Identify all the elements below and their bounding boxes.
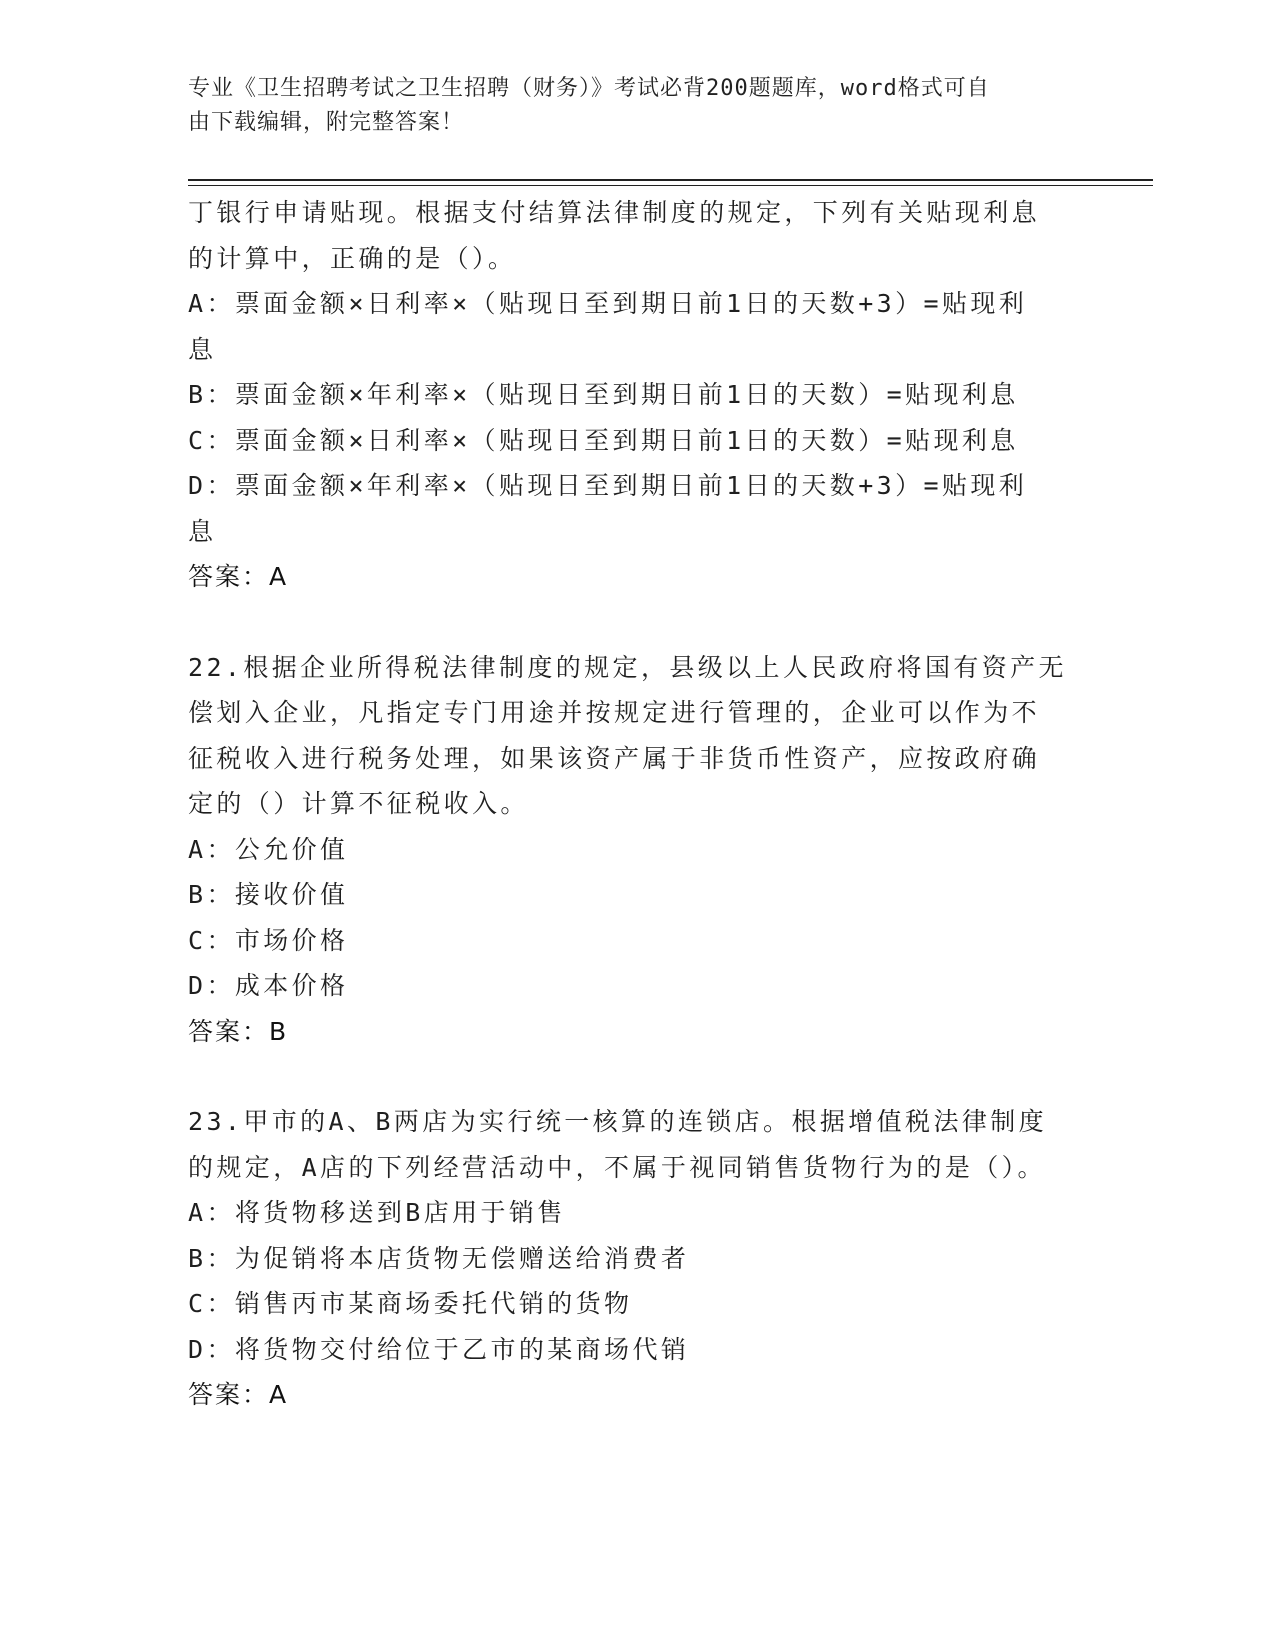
question-stem-line: 22.根据企业所得税法律制度的规定，县级以上人民政府将国有资产无	[188, 652, 1067, 682]
document-body	[188, 190, 1078, 1418]
question-21	[188, 190, 1078, 600]
document-header	[188, 72, 1068, 140]
option-d-continued: 息	[188, 516, 217, 546]
option-a: A：将货物移送到B店用于销售	[188, 1198, 566, 1227]
option-b: B：为促销将本店货物无偿赠送给消费者	[188, 1243, 690, 1273]
option-c: C：市场价格	[188, 925, 349, 955]
question-stem-line: 丁银行申请贴现。根据支付结算法律制度的规定，下列有关贴现利息	[188, 198, 1041, 227]
question-stem-line: 的计算中，正确的是（）。	[188, 243, 517, 273]
option-d: D：将货物交付给位于乙市的某商场代销	[188, 1334, 690, 1364]
question-spacer	[188, 600, 1078, 645]
option-c: C：销售丙市某商场委托代销的货物	[188, 1289, 633, 1318]
option-a: A：公允价值	[188, 834, 349, 864]
header-line-1: 专业《卫生招聘考试之卫生招聘（财务）》考试必背200题题库，word格式可自	[188, 76, 990, 101]
question-stem-line: 的规定，A店的下列经营活动中，不属于视同销售货物行为的是（）。	[188, 1152, 1046, 1182]
question-stem-line: 征税收入进行税务处理，如果该资产属于非货币性资产，应按政府确	[188, 743, 1041, 773]
header-divider-thick	[188, 179, 1153, 181]
option-c: C：票面金额×日利率×（贴现日至到期日前1日的天数）=贴现利息	[188, 425, 1019, 455]
header-line-2: 由下载编辑，附完整答案！	[188, 110, 465, 135]
option-d: D：成本价格	[188, 971, 349, 1000]
question-spacer	[188, 1054, 1078, 1099]
answer-line: 答案：A	[188, 562, 289, 591]
question-stem-line: 偿划入企业，凡指定专门用途并按规定进行管理的，企业可以作为不	[188, 698, 1041, 727]
option-d: D：票面金额×年利率×（贴现日至到期日前1日的天数+3）=贴现利	[188, 471, 1028, 500]
question-stem-line: 定的（）计算不征税收入。	[188, 789, 529, 818]
question-22	[188, 645, 1078, 1055]
question-23	[188, 1099, 1078, 1418]
option-a-continued: 息	[188, 334, 217, 364]
header-divider-thin	[188, 185, 1153, 186]
option-b: B：接收价值	[188, 880, 349, 909]
answer-line: 答案：A	[188, 1380, 289, 1409]
answer-line: 答案：B	[188, 1016, 289, 1046]
option-a: A：票面金额×日利率×（贴现日至到期日前1日的天数+3）=贴现利	[188, 289, 1028, 318]
option-b: B：票面金额×年利率×（贴现日至到期日前1日的天数）=贴现利息	[188, 380, 1019, 409]
question-stem-line: 23.甲市的A、B两店为实行统一核算的连锁店。根据增值税法律制度	[188, 1107, 1048, 1136]
